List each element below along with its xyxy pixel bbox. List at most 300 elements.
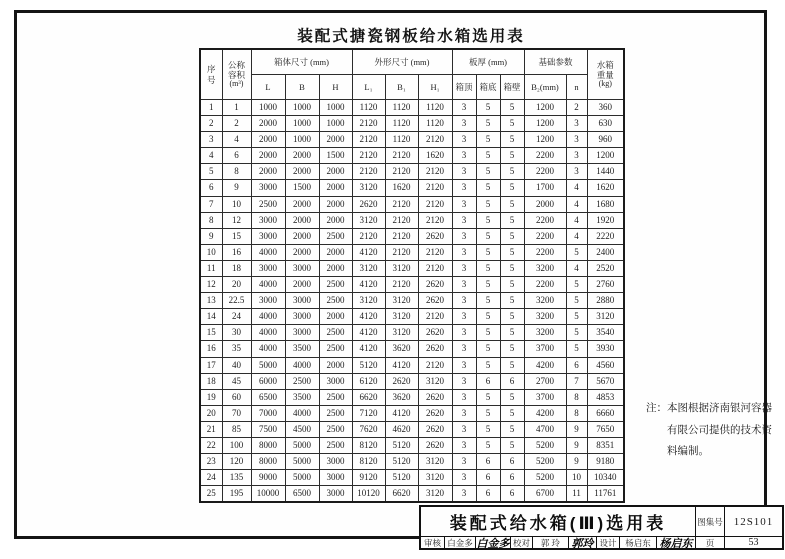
table-cell: 3500 <box>285 341 319 357</box>
note-label: 注： <box>646 403 667 414</box>
table-cell: 3 <box>452 116 476 132</box>
table-cell: 4000 <box>285 405 319 421</box>
water-tank-selection-table <box>199 48 625 503</box>
table-cell: 3000 <box>251 180 285 196</box>
table-cell: 6000 <box>251 373 285 389</box>
table-cell: 2000 <box>285 244 319 260</box>
reviewer-label: 审核 <box>421 536 444 548</box>
table-cell: 3120 <box>385 325 418 341</box>
table-cell: 3 <box>452 405 476 421</box>
water-tank-table-body <box>200 100 624 503</box>
table-cell: 6 <box>500 486 524 503</box>
table-cell: 5 <box>476 437 500 453</box>
table-cell: 4 <box>566 260 587 276</box>
table-cell: 2000 <box>285 148 319 164</box>
table-cell: 5200 <box>524 470 566 486</box>
table-cell: 11761 <box>587 486 624 503</box>
table-cell: 14 <box>200 309 222 325</box>
table-cell: 5200 <box>524 454 566 470</box>
table-cell: 9 <box>566 421 587 437</box>
table-cell: 4000 <box>251 341 285 357</box>
table-cell: 5 <box>500 148 524 164</box>
table-cell: 2120 <box>352 228 385 244</box>
table-cell: 4700 <box>524 421 566 437</box>
table-cell: 8 <box>566 405 587 421</box>
table-cell: 2000 <box>319 244 352 260</box>
table-cell: 2000 <box>251 132 285 148</box>
table-cell: 2520 <box>587 260 624 276</box>
table-cell: 5 <box>566 244 587 260</box>
table-cell: 15 <box>222 228 251 244</box>
table-cell: 3000 <box>285 260 319 276</box>
table-cell: 40 <box>222 357 251 373</box>
col-header-seq: 序号 <box>200 49 222 100</box>
table-cell: 12 <box>200 277 222 293</box>
table-row <box>200 100 624 116</box>
table-cell: 2120 <box>385 148 418 164</box>
designer-label: 设计 <box>596 536 619 548</box>
table-cell: 5 <box>476 148 500 164</box>
col-header-B: B <box>285 75 319 100</box>
table-cell: 3000 <box>251 228 285 244</box>
table-cell: 5 <box>566 293 587 309</box>
table-cell: 1680 <box>587 196 624 212</box>
table-cell: 5 <box>500 277 524 293</box>
table-cell: 4120 <box>352 325 385 341</box>
table-cell: 5 <box>500 244 524 260</box>
table-cell: 5 <box>500 437 524 453</box>
table-cell: 5 <box>500 325 524 341</box>
table-cell: 5 <box>500 293 524 309</box>
table-cell: 1700 <box>524 180 566 196</box>
table-cell: 2120 <box>418 260 452 276</box>
table-cell: 1000 <box>319 100 352 116</box>
table-cell: 135 <box>222 470 251 486</box>
table-cell: 7620 <box>352 421 385 437</box>
table-cell: 9 <box>222 180 251 196</box>
table-cell: 1 <box>222 100 251 116</box>
table-cell: 2120 <box>418 309 452 325</box>
table-cell: 2000 <box>285 228 319 244</box>
table-cell: 5 <box>500 357 524 373</box>
table-cell: 100 <box>222 437 251 453</box>
table-cell: 6 <box>566 357 587 373</box>
col-header-weight: 水箱重量 (kg) <box>587 49 624 100</box>
table-cell: 8 <box>566 389 587 405</box>
col-header-wall-thickness: 箱壁 <box>500 75 524 100</box>
table-cell: 3 <box>452 244 476 260</box>
atlas-number-label: 图集号 <box>695 507 724 536</box>
table-cell: 5 <box>200 164 222 180</box>
table-cell: 10 <box>222 196 251 212</box>
table-row <box>200 180 624 196</box>
table-cell: 4 <box>566 196 587 212</box>
col-header-volume: 公称容积 (m³) <box>222 49 251 100</box>
table-cell: 3 <box>452 341 476 357</box>
table-cell: 4000 <box>251 325 285 341</box>
table-cell: 2620 <box>385 373 418 389</box>
table-cell: 2000 <box>285 277 319 293</box>
table-cell: 1120 <box>385 132 418 148</box>
table-cell: 8351 <box>587 437 624 453</box>
table-cell: 5000 <box>251 357 285 373</box>
table-cell: 3200 <box>524 293 566 309</box>
table-cell: 3 <box>452 357 476 373</box>
table-cell: 6 <box>200 180 222 196</box>
table-cell: 3000 <box>319 454 352 470</box>
table-cell: 5 <box>500 132 524 148</box>
reviewer-name: 白金多 <box>444 536 475 548</box>
table-cell: 2120 <box>385 196 418 212</box>
table-cell: 3 <box>452 277 476 293</box>
table-cell: 11 <box>566 486 587 503</box>
page-number-value: 53 <box>724 536 782 548</box>
table-cell: 2200 <box>524 164 566 180</box>
table-cell: 5 <box>566 309 587 325</box>
table-row <box>200 212 624 228</box>
table-cell: 3 <box>452 470 476 486</box>
table-cell: 2500 <box>251 196 285 212</box>
table-cell: 2620 <box>418 341 452 357</box>
table-cell: 4000 <box>285 357 319 373</box>
table-cell: 3120 <box>385 260 418 276</box>
table-cell: 3 <box>452 260 476 276</box>
table-cell: 5000 <box>285 470 319 486</box>
table-cell: 5 <box>500 389 524 405</box>
table-cell: 2000 <box>251 164 285 180</box>
table-cell: 3 <box>452 180 476 196</box>
table-cell: 20 <box>222 277 251 293</box>
table-cell: 18 <box>222 260 251 276</box>
table-cell: 3 <box>452 325 476 341</box>
table-row <box>200 293 624 309</box>
table-cell: 960 <box>587 132 624 148</box>
table-cell: 5 <box>476 277 500 293</box>
table-cell: 11 <box>200 260 222 276</box>
table-cell: 5 <box>476 228 500 244</box>
table-cell: 3000 <box>251 260 285 276</box>
table-cell: 2500 <box>319 228 352 244</box>
table-cell: 9000 <box>251 470 285 486</box>
table-cell: 6 <box>500 470 524 486</box>
table-cell: 2620 <box>418 437 452 453</box>
table-cell: 2 <box>200 116 222 132</box>
table-cell: 2120 <box>418 212 452 228</box>
atlas-number-value: 12S101 <box>724 507 782 536</box>
table-cell: 7 <box>566 373 587 389</box>
table-cell: 7120 <box>352 405 385 421</box>
table-cell: 5 <box>476 341 500 357</box>
table-cell: 3 <box>452 389 476 405</box>
title-block <box>419 505 784 550</box>
table-cell: 2500 <box>319 277 352 293</box>
table-cell: 3930 <box>587 341 624 357</box>
table-cell: 5 <box>476 325 500 341</box>
table-row <box>200 148 624 164</box>
table-cell: 3 <box>452 148 476 164</box>
table-row <box>200 244 624 260</box>
col-group-thickness: 板厚 (mm) <box>452 49 524 75</box>
table-row <box>200 437 624 453</box>
table-row <box>200 325 624 341</box>
table-row <box>200 116 624 132</box>
table-cell: 12 <box>222 212 251 228</box>
table-cell: 2000 <box>319 132 352 148</box>
table-cell: 1620 <box>385 180 418 196</box>
table-cell: 10340 <box>587 470 624 486</box>
table-cell: 3 <box>566 132 587 148</box>
table-cell: 2500 <box>319 325 352 341</box>
table-cell: 2760 <box>587 277 624 293</box>
table-cell: 4200 <box>524 405 566 421</box>
table-cell: 2120 <box>418 180 452 196</box>
table-cell: 16 <box>222 244 251 260</box>
table-cell: 8120 <box>352 454 385 470</box>
table-cell: 4120 <box>352 277 385 293</box>
table-cell: 10000 <box>251 486 285 503</box>
table-row <box>200 341 624 357</box>
table-cell: 5 <box>476 389 500 405</box>
table-cell: 13 <box>200 293 222 309</box>
table-cell: 4200 <box>524 357 566 373</box>
table-row <box>200 421 624 437</box>
table-cell: 3 <box>566 164 587 180</box>
table-cell: 1120 <box>352 100 385 116</box>
table-cell: 30 <box>222 325 251 341</box>
table-header <box>200 49 624 100</box>
table-cell: 8000 <box>251 454 285 470</box>
table-cell: 2000 <box>285 212 319 228</box>
table-cell: 2700 <box>524 373 566 389</box>
table-cell: 2120 <box>385 228 418 244</box>
note-line: 本图根据济南银河容器 <box>667 403 772 414</box>
col-header-H: H <box>319 75 352 100</box>
table-cell: 1 <box>200 100 222 116</box>
table-cell: 3 <box>452 373 476 389</box>
table-cell: 15 <box>200 325 222 341</box>
table-cell: 5 <box>500 164 524 180</box>
table-row <box>200 405 624 421</box>
table-cell: 5000 <box>285 454 319 470</box>
col-header-bottom-thickness: 箱底 <box>476 75 500 100</box>
table-cell: 4560 <box>587 357 624 373</box>
table-cell: 4 <box>222 132 251 148</box>
page-number-label: 页 <box>695 536 724 548</box>
table-cell: 2200 <box>524 228 566 244</box>
table-cell: 1120 <box>385 116 418 132</box>
designer-name: 杨启东 <box>619 536 656 548</box>
table-cell: 2000 <box>319 309 352 325</box>
table-cell: 5 <box>500 196 524 212</box>
table-cell: 3000 <box>285 325 319 341</box>
table-cell: 6620 <box>352 389 385 405</box>
table-cell: 8120 <box>352 437 385 453</box>
table-cell: 5 <box>476 244 500 260</box>
table-row <box>200 470 624 486</box>
table-cell: 3120 <box>418 454 452 470</box>
table-cell: 22.5 <box>222 293 251 309</box>
table-cell: 9 <box>566 454 587 470</box>
table-cell: 5 <box>566 277 587 293</box>
col-header-L1: L₁ <box>352 75 385 100</box>
table-cell: 5 <box>476 405 500 421</box>
table-cell: 6 <box>500 373 524 389</box>
col-header-n: n <box>566 75 587 100</box>
table-cell: 6500 <box>285 486 319 503</box>
table-row <box>200 228 624 244</box>
table-cell: 3 <box>452 212 476 228</box>
table-cell: 4620 <box>385 421 418 437</box>
table-cell: 60 <box>222 389 251 405</box>
table-cell: 4120 <box>352 309 385 325</box>
table-cell: 2 <box>566 100 587 116</box>
table-cell: 35 <box>222 341 251 357</box>
table-cell: 4120 <box>385 357 418 373</box>
table-cell: 5 <box>500 421 524 437</box>
table-cell: 3200 <box>524 309 566 325</box>
table-cell: 3120 <box>385 309 418 325</box>
table-cell: 3 <box>452 486 476 503</box>
table-cell: 2120 <box>418 244 452 260</box>
table-row <box>200 132 624 148</box>
table-cell: 3200 <box>524 325 566 341</box>
table-cell: 1440 <box>587 164 624 180</box>
table-cell: 2000 <box>319 180 352 196</box>
table-cell: 360 <box>587 100 624 116</box>
table-cell: 25 <box>200 486 222 503</box>
table-cell: 1120 <box>385 100 418 116</box>
table-cell: 2500 <box>319 405 352 421</box>
table-cell: 3 <box>566 148 587 164</box>
table-cell: 85 <box>222 421 251 437</box>
note-text <box>667 398 785 463</box>
table-cell: 3120 <box>352 212 385 228</box>
table-cell: 2200 <box>524 212 566 228</box>
col-header-B1: B₁ <box>385 75 418 100</box>
table-cell: 2880 <box>587 293 624 309</box>
table-cell: 2500 <box>285 373 319 389</box>
table-cell: 3 <box>452 164 476 180</box>
table-cell: 5 <box>476 212 500 228</box>
table-cell: 45 <box>222 373 251 389</box>
table-cell: 6500 <box>251 389 285 405</box>
table-cell: 1000 <box>319 116 352 132</box>
table-cell: 4120 <box>385 405 418 421</box>
table-row <box>200 454 624 470</box>
table-cell: 1000 <box>285 132 319 148</box>
table-cell: 4000 <box>251 309 285 325</box>
table-cell: 5120 <box>385 437 418 453</box>
table-row <box>200 389 624 405</box>
table-cell: 6 <box>476 373 500 389</box>
table-cell: 3 <box>452 132 476 148</box>
table-cell: 2400 <box>587 244 624 260</box>
table-cell: 23 <box>200 454 222 470</box>
table-cell: 3 <box>452 309 476 325</box>
table-row <box>200 196 624 212</box>
title-block-title: 装配式给水箱(Ⅲ)选用表 <box>449 514 667 533</box>
table-cell: 1200 <box>587 148 624 164</box>
table-cell: 2120 <box>385 277 418 293</box>
weight-unit: (kg) <box>598 79 612 89</box>
table-cell: 5 <box>476 357 500 373</box>
col-group-body-dims: 箱体尺寸 (mm) <box>251 49 352 75</box>
table-cell: 5 <box>566 325 587 341</box>
table-cell: 2120 <box>418 132 452 148</box>
table-cell: 3000 <box>251 293 285 309</box>
table-cell: 2200 <box>524 277 566 293</box>
table-cell: 6 <box>500 454 524 470</box>
table-cell: 3 <box>452 454 476 470</box>
table-cell: 3120 <box>587 309 624 325</box>
table-cell: 19 <box>200 389 222 405</box>
table-cell: 2000 <box>285 164 319 180</box>
table-cell: 70 <box>222 405 251 421</box>
table-cell: 3 <box>566 116 587 132</box>
table-cell: 10120 <box>352 486 385 503</box>
table-cell: 3120 <box>352 260 385 276</box>
note <box>646 398 785 463</box>
table-cell: 3120 <box>418 486 452 503</box>
table-cell: 6660 <box>587 405 624 421</box>
table-cell: 9120 <box>352 470 385 486</box>
table-cell: 3120 <box>352 180 385 196</box>
table-cell: 4 <box>566 180 587 196</box>
table-cell: 9180 <box>587 454 624 470</box>
table-cell: 4 <box>200 148 222 164</box>
table-cell: 24 <box>222 309 251 325</box>
table-cell: 2120 <box>352 164 385 180</box>
table-cell: 7650 <box>587 421 624 437</box>
table-cell: 8 <box>222 164 251 180</box>
table-cell: 2000 <box>251 116 285 132</box>
table-cell: 2620 <box>418 405 452 421</box>
table-cell: 3200 <box>524 260 566 276</box>
proofreader-label: 校对 <box>510 536 532 548</box>
table-cell: 1620 <box>587 180 624 196</box>
table-cell: 3120 <box>418 373 452 389</box>
table-cell: 6620 <box>385 486 418 503</box>
table-cell: 2500 <box>319 341 352 357</box>
table-cell: 2620 <box>418 389 452 405</box>
table-cell: 9 <box>566 437 587 453</box>
table-cell: 2620 <box>418 421 452 437</box>
table-cell: 2620 <box>418 228 452 244</box>
table-cell: 5 <box>476 421 500 437</box>
page-border <box>14 10 774 548</box>
table-cell: 4500 <box>285 421 319 437</box>
table-cell: 2620 <box>418 293 452 309</box>
table-cell: 3 <box>452 293 476 309</box>
table-cell: 5 <box>476 309 500 325</box>
table-cell: 2000 <box>319 357 352 373</box>
table-cell: 17 <box>200 357 222 373</box>
table-cell: 5 <box>476 132 500 148</box>
table-row <box>200 309 624 325</box>
table-cell: 2620 <box>418 277 452 293</box>
table-cell: 6700 <box>524 486 566 503</box>
table-cell: 3000 <box>285 293 319 309</box>
table-cell: 3500 <box>285 389 319 405</box>
table-cell: 3000 <box>319 486 352 503</box>
table-cell: 5 <box>476 116 500 132</box>
table-cell: 6 <box>222 148 251 164</box>
table-cell: 2620 <box>418 325 452 341</box>
table-cell: 2620 <box>352 196 385 212</box>
table-cell: 16 <box>200 341 222 357</box>
table-row <box>200 260 624 276</box>
table-cell: 3120 <box>385 293 418 309</box>
